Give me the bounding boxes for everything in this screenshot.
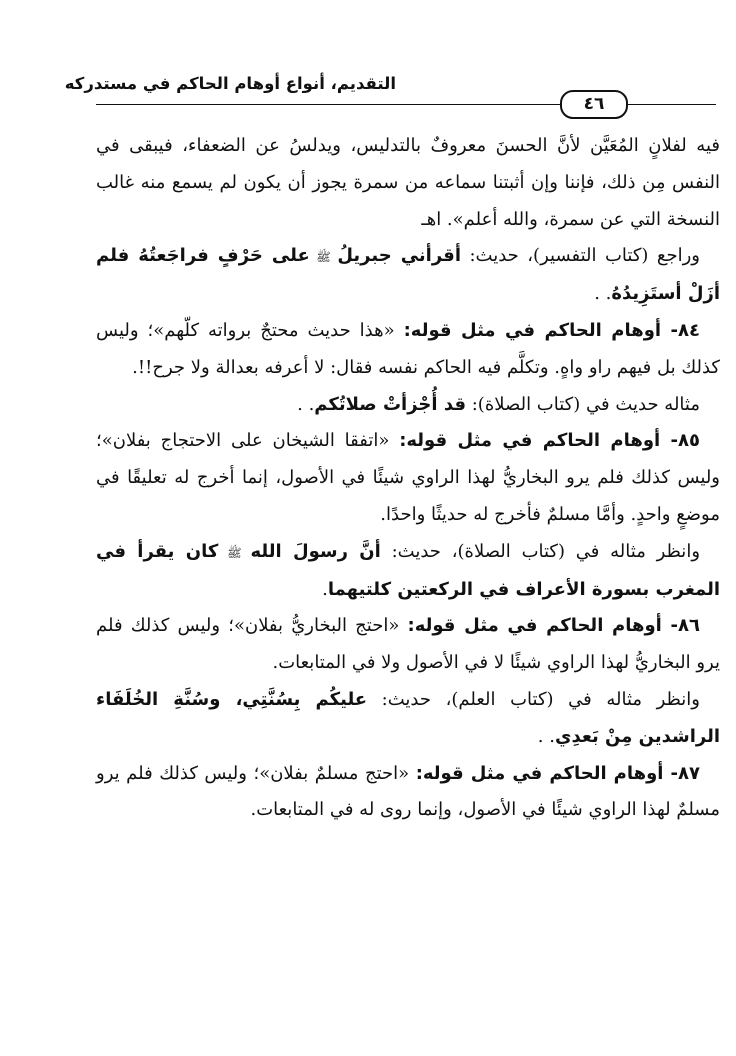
text-run: «هذا حديث محتجٌ برواته كلّهم»؛ وليس كذلك بل فيهم راو واهٍ. وتكلَّم فيه الحاكم نفسه فقال: لا أعرفه بعدالة ولا جرح!!. — [96, 319, 720, 378]
bold-text-run: ٨٤- أوهام الحاكم في مثل قوله: — [403, 319, 701, 341]
paragraph — [96, 387, 720, 424]
text-run: «احتج مسلمٌ بفلان»؛ وليس كذلك فلم يرو مسلمٌ لهذا الراوي شيئًا في الأصول، وإنما روى له في المتابعات. — [96, 762, 720, 821]
bold-text-run: على حَرْفٍ فراجَعتُهُ فلم أزَلْ أستَزِيدُهُ — [96, 245, 720, 305]
text-run: وراجع (كتاب التفسير)، حديث: — [461, 245, 700, 267]
paragraph — [96, 534, 720, 609]
paragraph — [96, 682, 720, 756]
paragraph — [96, 128, 720, 238]
text-run: فيه لفلانٍ المُعَيَّن لأنَّ الحسنَ معروفٌ بالتدليس، ويدلسُ عن الضعفاء، فيبقى في النفس مِن ذلك، فإننا وإن أثبتنا سماعه من سمرة يجوز أن يكون لم يسمع منه غالب النسخة التي عن سمرة، والله أعلم». اهـ — [96, 135, 720, 230]
paragraph — [96, 238, 720, 313]
paragraph — [96, 423, 720, 533]
salutation-glyph: ﷺ — [218, 545, 251, 560]
text-run: . . — [537, 725, 555, 747]
page-body — [96, 128, 720, 829]
bold-text-run: قد أُجْزأتْ صلاتُكم — [314, 393, 467, 415]
bold-text-run: ٨٧- أوهام الحاكم في مثل قوله: — [415, 762, 700, 784]
running-header-title: التقديم، أنواع أوهام الحاكم في مستدركه — [64, 74, 396, 93]
text-run: وانظر مثاله في (كتاب العلم)، حديث: — [367, 688, 700, 710]
bold-text-run: ٨٥- أوهام الحاكم في مثل قوله: — [399, 430, 701, 452]
paragraph — [96, 313, 720, 387]
bold-text-run: أقرأني جبريلُ — [337, 245, 461, 267]
text-run: . — [322, 578, 328, 600]
page-number: ٤٦ — [560, 90, 628, 119]
text-run: «اتفقا الشيخان على الاحتجاج بفلان»؛ وليس كذلك فلم يرو البخاريُّ لهذا الراوي شيئًا في الأصول، إنما أخرج له تعليقًا في موضعٍ واحدٍ. وأمَّا مسلمٌ فأخرج له حديثًا واحدًا. — [96, 430, 720, 525]
bold-text-run: أنَّ رسولَ الله — [250, 540, 381, 562]
text-run: . . — [594, 283, 612, 305]
bold-text-run: كان يقرأ في المغرب بسورة الأعراف في الركعتين كلتيهما — [96, 540, 720, 600]
text-run: «احتج البخاريُّ بفلان»؛ وليس كذلك فلم يرو البخاريُّ لهذا الراوي شيئًا لا في الأصول ولا في المتابعات. — [96, 615, 720, 674]
text-run: مثاله حديث في (كتاب الصلاة): — [466, 393, 700, 415]
salutation-glyph: ﷺ — [309, 250, 338, 265]
bold-text-run: ٨٦- أوهام الحاكم في مثل قوله: — [407, 615, 701, 637]
text-run: وانظر مثاله في (كتاب الصلاة)، حديث: — [380, 540, 701, 562]
bold-text-run: عليكُم بِسُنَّتِي، وسُنَّةِ الخُلَفَاء الراشدين مِنْ بَعدِي — [96, 688, 720, 747]
paragraph — [96, 608, 720, 682]
paragraph — [96, 756, 720, 830]
text-run: . . — [297, 393, 315, 415]
